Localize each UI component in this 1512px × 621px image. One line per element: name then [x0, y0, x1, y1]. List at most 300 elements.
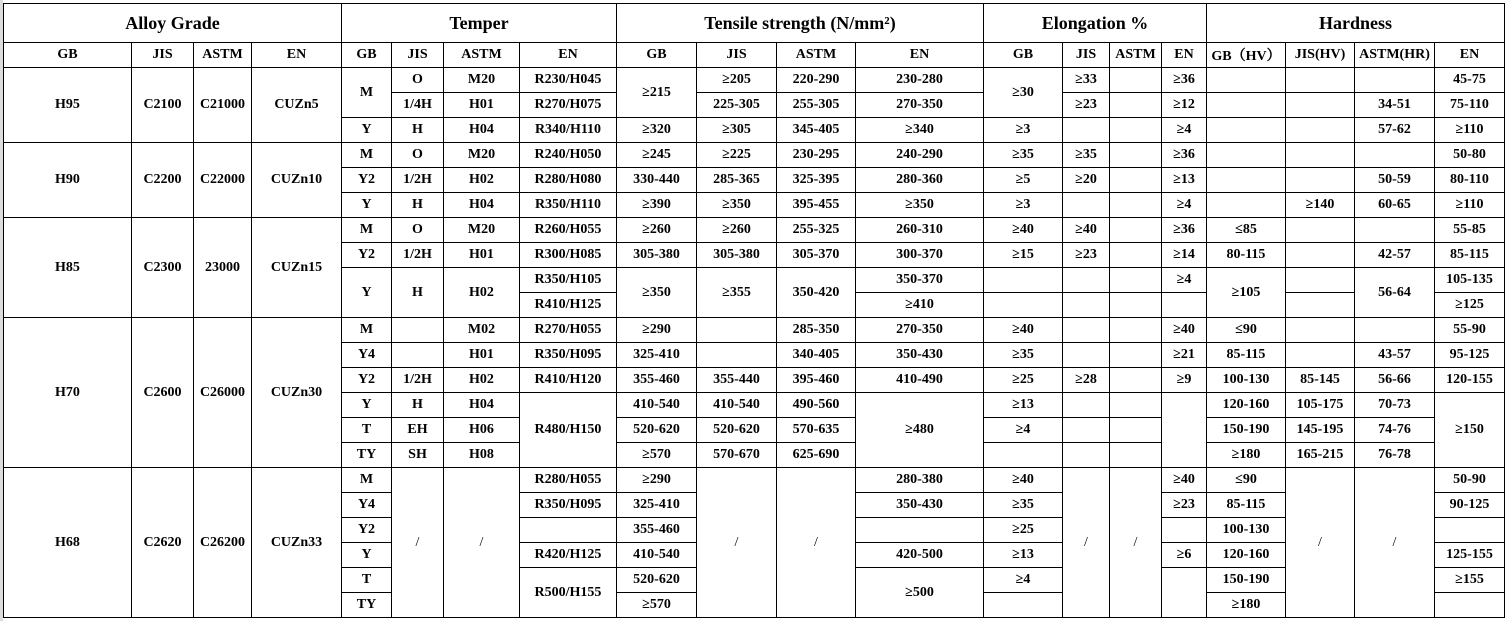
temper-en-cell: R410/H125	[520, 293, 617, 318]
elongation-jis-cell	[1063, 318, 1110, 343]
hardness-gb-cell: 100-130	[1207, 368, 1286, 393]
temper-gb-cell: Y2	[342, 243, 392, 268]
tensile-en-cell: 240-290	[856, 143, 984, 168]
hardness-jis-cell	[1286, 93, 1355, 118]
grade-gb-cell: H70	[4, 318, 132, 468]
tensile-gb-cell: 410-540	[617, 393, 697, 418]
temper-gb-cell: TY	[342, 443, 392, 468]
elongation-en-cell: ≥4	[1162, 193, 1207, 218]
column-header: GB	[617, 43, 697, 68]
elongation-en-cell	[1162, 393, 1207, 468]
tensile-gb-cell: ≥570	[617, 443, 697, 468]
tensile-jis-cell: ≥355	[697, 268, 777, 318]
temper-jis-cell: SH	[392, 443, 444, 468]
temper-gb-cell: M	[342, 68, 392, 118]
elongation-gb-cell: ≥35	[984, 493, 1063, 518]
elongation-astm-cell	[1110, 268, 1162, 293]
elongation-en-cell: ≥21	[1162, 343, 1207, 368]
tensile-astm-cell: /	[777, 468, 856, 618]
elongation-astm-cell	[1110, 243, 1162, 268]
grade-gb-cell: H90	[4, 143, 132, 218]
hardness-en-cell: 75-110	[1435, 93, 1505, 118]
tensile-en-cell: ≥500	[856, 568, 984, 618]
hardness-astm-cell: 56-66	[1355, 368, 1435, 393]
tensile-en-cell: 280-360	[856, 168, 984, 193]
tensile-en-cell: 260-310	[856, 218, 984, 243]
grade-jis-cell: C2600	[132, 318, 194, 468]
temper-gb-cell: Y4	[342, 493, 392, 518]
tensile-en-cell: ≥350	[856, 193, 984, 218]
elongation-gb-cell	[984, 593, 1063, 618]
temper-astm-cell: M20	[444, 68, 520, 93]
elongation-astm-cell	[1110, 168, 1162, 193]
temper-gb-cell: Y	[342, 543, 392, 568]
table-row	[4, 218, 1505, 243]
elongation-gb-cell: ≥4	[984, 418, 1063, 443]
temper-en-cell: R350/H110	[520, 193, 617, 218]
tensile-gb-cell: 410-540	[617, 543, 697, 568]
temper-jis-cell: O	[392, 143, 444, 168]
temper-en-cell: R420/H125	[520, 543, 617, 568]
tensile-gb-cell: 355-460	[617, 518, 697, 543]
temper-jis-cell: O	[392, 218, 444, 243]
table-row	[4, 318, 1505, 343]
column-header: JIS(HV)	[1286, 43, 1355, 68]
hardness-en-cell: ≥110	[1435, 118, 1505, 143]
elongation-en-cell: ≥12	[1162, 93, 1207, 118]
tensile-gb-cell: 330-440	[617, 168, 697, 193]
temper-astm-cell: M20	[444, 218, 520, 243]
hardness-en-cell: 85-115	[1435, 243, 1505, 268]
hardness-en-cell: ≥110	[1435, 193, 1505, 218]
temper-astm-cell: H02	[444, 268, 520, 318]
temper-jis-cell: 1/2H	[392, 168, 444, 193]
elongation-en-cell: ≥36	[1162, 218, 1207, 243]
grade-astm-cell: 23000	[194, 218, 252, 318]
temper-gb-cell: Y	[342, 118, 392, 143]
temper-gb-cell: M	[342, 143, 392, 168]
tensile-gb-cell: 325-410	[617, 493, 697, 518]
hardness-en-cell: ≥155	[1435, 568, 1505, 593]
tensile-jis-cell: 570-670	[697, 443, 777, 468]
elongation-gb-cell: ≥35	[984, 143, 1063, 168]
hardness-gb-cell: ≥180	[1207, 443, 1286, 468]
hardness-gb-cell: 150-190	[1207, 568, 1286, 593]
hardness-gb-cell: 120-160	[1207, 393, 1286, 418]
elongation-gb-cell: ≥25	[984, 518, 1063, 543]
hardness-en-cell: 55-90	[1435, 318, 1505, 343]
hardness-gb-cell	[1207, 143, 1286, 168]
hardness-jis-cell	[1286, 268, 1355, 293]
temper-astm-cell: /	[444, 468, 520, 618]
table-row	[4, 468, 1505, 493]
hardness-astm-cell: 56-64	[1355, 268, 1435, 318]
tensile-jis-cell: 305-380	[697, 243, 777, 268]
tensile-gb-cell: ≥570	[617, 593, 697, 618]
column-header: ASTM(HR)	[1355, 43, 1435, 68]
hardness-gb-cell: ≤85	[1207, 218, 1286, 243]
tensile-gb-cell: ≥215	[617, 68, 697, 118]
hardness-gb-cell	[1207, 118, 1286, 143]
temper-jis-cell: H	[392, 193, 444, 218]
elongation-astm-cell	[1110, 443, 1162, 468]
hardness-gb-cell	[1207, 68, 1286, 93]
hardness-jis-cell	[1286, 218, 1355, 243]
column-header: JIS	[132, 43, 194, 68]
temper-gb-cell: Y2	[342, 168, 392, 193]
tensile-en-cell: ≥480	[856, 393, 984, 468]
hardness-jis-cell	[1286, 293, 1355, 318]
elongation-en-cell	[1162, 293, 1207, 318]
grade-jis-cell: C2620	[132, 468, 194, 618]
grade-gb-cell: H85	[4, 218, 132, 318]
tensile-en-cell: 280-380	[856, 468, 984, 493]
tensile-astm-cell: 625-690	[777, 443, 856, 468]
column-header: EN	[1162, 43, 1207, 68]
elongation-astm-cell	[1110, 368, 1162, 393]
tensile-jis-cell: ≥305	[697, 118, 777, 143]
tensile-jis-cell: ≥350	[697, 193, 777, 218]
tensile-en-cell: 350-430	[856, 493, 984, 518]
tensile-jis-cell: 285-365	[697, 168, 777, 193]
hardness-jis-cell	[1286, 68, 1355, 93]
temper-en-cell: R280/H080	[520, 168, 617, 193]
temper-gb-cell: M	[342, 218, 392, 243]
elongation-jis-cell: ≥20	[1063, 168, 1110, 193]
column-header: JIS	[1063, 43, 1110, 68]
tensile-en-cell	[856, 518, 984, 543]
temper-astm-cell: H04	[444, 193, 520, 218]
hardness-gb-cell: ≥180	[1207, 593, 1286, 618]
elongation-jis-cell	[1063, 393, 1110, 418]
elongation-en-cell: ≥40	[1162, 468, 1207, 493]
hardness-en-cell: 90-125	[1435, 493, 1505, 518]
elongation-jis-cell: ≥23	[1063, 93, 1110, 118]
elongation-astm-cell	[1110, 193, 1162, 218]
temper-en-cell: R480/H150	[520, 393, 617, 468]
elongation-jis-cell	[1063, 193, 1110, 218]
hardness-gb-cell: 85-115	[1207, 493, 1286, 518]
hardness-gb-cell	[1207, 168, 1286, 193]
temper-gb-cell: Y4	[342, 343, 392, 368]
elongation-gb-cell: ≥40	[984, 318, 1063, 343]
temper-astm-cell: H08	[444, 443, 520, 468]
grade-en-cell: CUZn33	[252, 468, 342, 618]
elongation-jis-cell: /	[1063, 468, 1110, 618]
temper-gb-cell: Y2	[342, 368, 392, 393]
elongation-gb-cell: ≥13	[984, 543, 1063, 568]
hardness-en-cell: 80-110	[1435, 168, 1505, 193]
tensile-gb-cell: ≥260	[617, 218, 697, 243]
hardness-jis-cell: 105-175	[1286, 393, 1355, 418]
temper-astm-cell: M20	[444, 143, 520, 168]
temper-en-cell	[520, 518, 617, 543]
tensile-gb-cell: 325-410	[617, 343, 697, 368]
tensile-en-cell: 350-430	[856, 343, 984, 368]
elongation-jis-cell: ≥33	[1063, 68, 1110, 93]
group-header-elongation: Elongation %	[984, 4, 1207, 43]
temper-en-cell: R270/H075	[520, 93, 617, 118]
temper-en-cell: R280/H055	[520, 468, 617, 493]
column-header: ASTM	[1110, 43, 1162, 68]
elongation-astm-cell	[1110, 418, 1162, 443]
elongation-en-cell: ≥4	[1162, 118, 1207, 143]
temper-en-cell: R230/H045	[520, 68, 617, 93]
tensile-gb-cell: 355-460	[617, 368, 697, 393]
hardness-astm-cell: 60-65	[1355, 193, 1435, 218]
tensile-jis-cell: ≥225	[697, 143, 777, 168]
tensile-en-cell: ≥410	[856, 293, 984, 318]
temper-jis-cell: /	[392, 468, 444, 618]
temper-gb-cell: M	[342, 468, 392, 493]
hardness-astm-cell: 42-57	[1355, 243, 1435, 268]
tensile-astm-cell: 345-405	[777, 118, 856, 143]
grade-en-cell: CUZn30	[252, 318, 342, 468]
elongation-jis-cell	[1063, 293, 1110, 318]
tensile-astm-cell: 350-420	[777, 268, 856, 318]
temper-astm-cell: H02	[444, 368, 520, 393]
hardness-en-cell: 50-80	[1435, 143, 1505, 168]
temper-jis-cell: 1/2H	[392, 243, 444, 268]
elongation-astm-cell	[1110, 343, 1162, 368]
tensile-astm-cell: 220-290	[777, 68, 856, 93]
elongation-en-cell: ≥4	[1162, 268, 1207, 293]
elongation-jis-cell	[1063, 418, 1110, 443]
tensile-gb-cell: ≥320	[617, 118, 697, 143]
temper-jis-cell: H	[392, 268, 444, 318]
column-header: EN	[856, 43, 984, 68]
elongation-en-cell: ≥13	[1162, 168, 1207, 193]
column-header-row	[4, 43, 1505, 68]
temper-astm-cell: H01	[444, 343, 520, 368]
temper-en-cell: R300/H085	[520, 243, 617, 268]
hardness-en-cell: 50-90	[1435, 468, 1505, 493]
column-header: JIS	[392, 43, 444, 68]
column-header: GB	[4, 43, 132, 68]
tensile-astm-cell: 570-635	[777, 418, 856, 443]
elongation-astm-cell	[1110, 218, 1162, 243]
elongation-jis-cell: ≥23	[1063, 243, 1110, 268]
hardness-jis-cell: ≥140	[1286, 193, 1355, 218]
table-row	[4, 143, 1505, 168]
temper-jis-cell: H	[392, 118, 444, 143]
temper-gb-cell: Y	[342, 193, 392, 218]
grade-astm-cell: C22000	[194, 143, 252, 218]
elongation-jis-cell: ≥28	[1063, 368, 1110, 393]
hardness-jis-cell	[1286, 318, 1355, 343]
temper-gb-cell: Y	[342, 393, 392, 418]
hardness-gb-cell: 85-115	[1207, 343, 1286, 368]
hardness-jis-cell	[1286, 168, 1355, 193]
temper-jis-cell: H	[392, 393, 444, 418]
elongation-en-cell	[1162, 568, 1207, 618]
elongation-en-cell: ≥36	[1162, 143, 1207, 168]
column-header: ASTM	[444, 43, 520, 68]
grade-gb-cell: H95	[4, 68, 132, 143]
hardness-jis-cell	[1286, 118, 1355, 143]
hardness-en-cell	[1435, 593, 1505, 618]
temper-astm-cell: H01	[444, 243, 520, 268]
elongation-gb-cell	[984, 293, 1063, 318]
temper-astm-cell: M02	[444, 318, 520, 343]
temper-gb-cell: Y	[342, 268, 392, 318]
column-header: GB	[984, 43, 1063, 68]
group-header-alloy-grade: Alloy Grade	[4, 4, 342, 43]
hardness-astm-cell	[1355, 318, 1435, 343]
tensile-astm-cell: 395-460	[777, 368, 856, 393]
elongation-astm-cell	[1110, 318, 1162, 343]
grade-en-cell: CUZn5	[252, 68, 342, 143]
hardness-gb-cell: ≤90	[1207, 318, 1286, 343]
elongation-en-cell: ≥23	[1162, 493, 1207, 518]
column-header: EN	[1435, 43, 1505, 68]
elongation-gb-cell: ≥3	[984, 193, 1063, 218]
elongation-gb-cell: ≥40	[984, 468, 1063, 493]
column-header: ASTM	[194, 43, 252, 68]
hardness-astm-cell	[1355, 218, 1435, 243]
hardness-gb-cell	[1207, 193, 1286, 218]
hardness-jis-cell: 145-195	[1286, 418, 1355, 443]
grade-en-cell: CUZn15	[252, 218, 342, 318]
brass-alloy-spec-table	[3, 3, 1505, 618]
hardness-gb-cell: ≤90	[1207, 468, 1286, 493]
elongation-gb-cell: ≥15	[984, 243, 1063, 268]
grade-astm-cell: C26000	[194, 318, 252, 468]
tensile-gb-cell: ≥290	[617, 468, 697, 493]
hardness-en-cell	[1435, 518, 1505, 543]
elongation-en-cell: ≥36	[1162, 68, 1207, 93]
temper-jis-cell: EH	[392, 418, 444, 443]
grade-astm-cell: C21000	[194, 68, 252, 143]
elongation-jis-cell: ≥40	[1063, 218, 1110, 243]
hardness-gb-cell: 100-130	[1207, 518, 1286, 543]
tensile-jis-cell: 520-620	[697, 418, 777, 443]
temper-en-cell: R350/H095	[520, 343, 617, 368]
tensile-jis-cell: ≥260	[697, 218, 777, 243]
elongation-astm-cell	[1110, 68, 1162, 93]
elongation-jis-cell	[1063, 268, 1110, 293]
hardness-astm-cell: 76-78	[1355, 443, 1435, 468]
elongation-gb-cell: ≥40	[984, 218, 1063, 243]
tensile-jis-cell: 410-540	[697, 393, 777, 418]
hardness-astm-cell: 34-51	[1355, 93, 1435, 118]
elongation-astm-cell	[1110, 393, 1162, 418]
hardness-astm-cell: 57-62	[1355, 118, 1435, 143]
temper-astm-cell: H02	[444, 168, 520, 193]
tensile-gb-cell: 305-380	[617, 243, 697, 268]
hardness-jis-cell	[1286, 143, 1355, 168]
temper-gb-cell: Y2	[342, 518, 392, 543]
tensile-jis-cell: /	[697, 468, 777, 618]
hardness-astm-cell: 43-57	[1355, 343, 1435, 368]
tensile-gb-cell: ≥390	[617, 193, 697, 218]
hardness-astm-cell: 74-76	[1355, 418, 1435, 443]
hardness-jis-cell: 85-145	[1286, 368, 1355, 393]
hardness-jis-cell: 165-215	[1286, 443, 1355, 468]
spreadsheet	[3, 3, 1505, 618]
temper-gb-cell: T	[342, 568, 392, 593]
tensile-en-cell: 420-500	[856, 543, 984, 568]
tensile-en-cell: 230-280	[856, 68, 984, 93]
group-header-tensile-strength: Tensile strength (N/mm²)	[617, 4, 984, 43]
tensile-en-cell: 410-490	[856, 368, 984, 393]
hardness-gb-cell: 150-190	[1207, 418, 1286, 443]
elongation-en-cell: ≥9	[1162, 368, 1207, 393]
elongation-astm-cell: /	[1110, 468, 1162, 618]
tensile-astm-cell: 230-295	[777, 143, 856, 168]
tensile-gb-cell: ≥350	[617, 268, 697, 318]
temper-gb-cell: M	[342, 318, 392, 343]
tensile-jis-cell: 225-305	[697, 93, 777, 118]
elongation-astm-cell	[1110, 93, 1162, 118]
hardness-en-cell: 125-155	[1435, 543, 1505, 568]
hardness-jis-cell	[1286, 243, 1355, 268]
elongation-gb-cell: ≥3	[984, 118, 1063, 143]
tensile-astm-cell: 340-405	[777, 343, 856, 368]
tensile-gb-cell: 520-620	[617, 418, 697, 443]
tensile-gb-cell: ≥290	[617, 318, 697, 343]
elongation-gb-cell: ≥35	[984, 343, 1063, 368]
temper-astm-cell: H01	[444, 93, 520, 118]
hardness-astm-cell: 70-73	[1355, 393, 1435, 418]
temper-jis-cell: O	[392, 68, 444, 93]
column-header: JIS	[697, 43, 777, 68]
hardness-jis-cell	[1286, 343, 1355, 368]
temper-en-cell: R270/H055	[520, 318, 617, 343]
hardness-astm-cell: /	[1355, 468, 1435, 618]
hardness-en-cell: ≥125	[1435, 293, 1505, 318]
hardness-en-cell: 55-85	[1435, 218, 1505, 243]
tensile-jis-cell	[697, 343, 777, 368]
grade-jis-cell: C2200	[132, 143, 194, 218]
temper-en-cell: R340/H110	[520, 118, 617, 143]
elongation-jis-cell: ≥35	[1063, 143, 1110, 168]
tensile-jis-cell: ≥205	[697, 68, 777, 93]
hardness-en-cell: 105-135	[1435, 268, 1505, 293]
elongation-gb-cell: ≥13	[984, 393, 1063, 418]
temper-astm-cell: H04	[444, 393, 520, 418]
tensile-jis-cell: 355-440	[697, 368, 777, 393]
temper-astm-cell: H06	[444, 418, 520, 443]
column-header: ASTM	[777, 43, 856, 68]
elongation-en-cell	[1162, 518, 1207, 543]
tensile-en-cell: ≥340	[856, 118, 984, 143]
tensile-en-cell: 270-350	[856, 93, 984, 118]
hardness-gb-cell: ≥105	[1207, 268, 1286, 318]
elongation-gb-cell: ≥5	[984, 168, 1063, 193]
temper-jis-cell	[392, 343, 444, 368]
tensile-astm-cell: 305-370	[777, 243, 856, 268]
elongation-gb-cell: ≥30	[984, 68, 1063, 118]
tensile-en-cell: 300-370	[856, 243, 984, 268]
hardness-en-cell: 120-155	[1435, 368, 1505, 393]
tensile-astm-cell: 255-305	[777, 93, 856, 118]
temper-en-cell: R260/H055	[520, 218, 617, 243]
temper-jis-cell	[392, 318, 444, 343]
grade-en-cell: CUZn10	[252, 143, 342, 218]
tensile-astm-cell: 395-455	[777, 193, 856, 218]
elongation-en-cell: ≥40	[1162, 318, 1207, 343]
elongation-astm-cell	[1110, 293, 1162, 318]
tensile-gb-cell: 520-620	[617, 568, 697, 593]
column-header: GB	[342, 43, 392, 68]
temper-en-cell: R500/H155	[520, 568, 617, 618]
hardness-jis-cell: /	[1286, 468, 1355, 618]
elongation-gb-cell	[984, 443, 1063, 468]
elongation-astm-cell	[1110, 143, 1162, 168]
hardness-en-cell: ≥150	[1435, 393, 1505, 468]
grade-astm-cell: C26200	[194, 468, 252, 618]
